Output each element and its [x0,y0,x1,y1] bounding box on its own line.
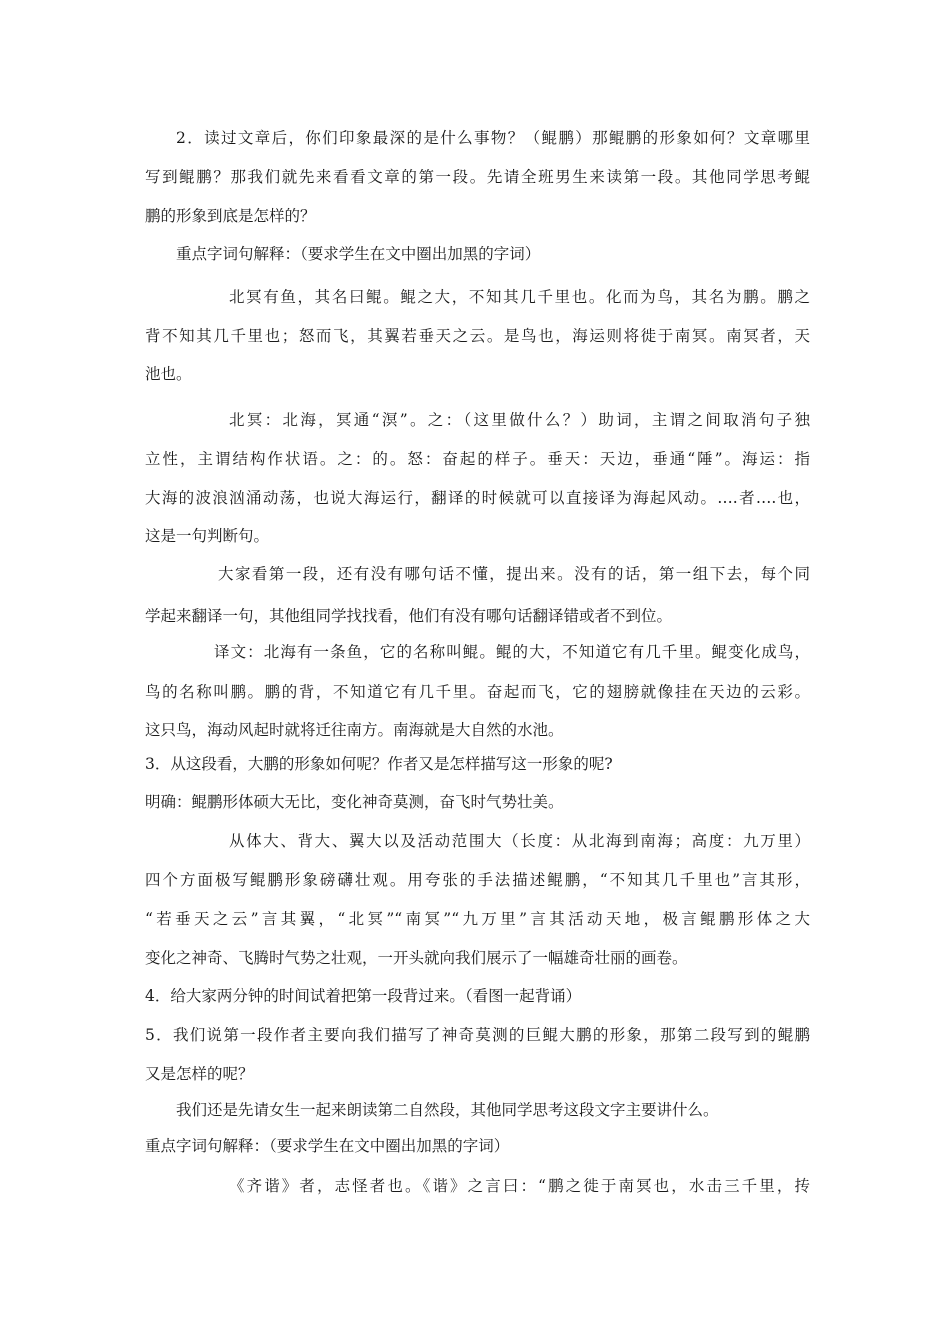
text-line: 背不知其几千里也；怒而飞，其翼若垂天之云。是鸟也，海运则将徙于南冥。南冥者，天 [145,327,810,345]
text-line: 这只鸟，海动风起时就将迁往南方。南海就是大自然的水池。 [145,721,564,739]
text-line: 又是怎样的呢？ [145,1065,254,1083]
text-line: 鹏的形象到底是怎样的？ [145,207,316,225]
text-line: 从体大、背大、翼大以及活动范围大（长度：从北海到南海；高度：九万里） [229,832,810,850]
text-line: 大海的波浪汹涌动荡，也说大海运行，翻译的时候就可以直接译为海起风动。….者….也， [145,489,810,507]
text-line: 立性，主谓结构作状语。之：的。怒：奋起的样子。垂天：天边，垂通“陲”。海运：指 [145,450,810,468]
text-line: 重点字词句解释：（要求学生在文中圈出加黑的字词） [145,1137,510,1155]
text-line: 这是一句判断句。 [145,527,270,545]
text-line: 译文：北海有一条鱼，它的名称叫鲲。鲲的大，不知道它有几千里。鲲变化成鸟， [214,643,810,661]
text-line: 鸟的名称叫鹏。鹏的背，不知道它有几千里。奋起而飞，它的翅膀就像挂在天边的云彩。 [145,683,810,701]
text-line: 大家看第一段，还有没有哪句话不懂，提出来。没有的话，第一组下去，每个同 [218,565,810,583]
text-line: 明确：鲲鹏形体硕大无比，变化神奇莫测，奋飞时气势壮美。 [145,793,564,811]
text-line: 北冥有鱼，其名曰鲲。鲲之大，不知其几千里也。化而为鸟，其名为鹏。鹏之 [229,288,810,306]
text-line: 2．读过文章后，你们印象最深的是什么事物？（鲲鹏）那鲲鹏的形象如何？文章哪里 [176,129,810,147]
text-line: 重点字词句解释：（要求学生在文中圈出加黑的字词） [176,245,541,263]
text-line: 4．给大家两分钟的时间试着把第一段背过来。（看图一起背诵） [145,987,582,1005]
text-line: 变化之神奇、飞腾时气势之壮观，一开头就向我们展示了一幅雄奇壮丽的画卷。 [145,949,688,967]
text-line: 写到鲲鹏？那我们就先来看看文章的第一段。先请全班男生来读第一段。其他同学思考鲲 [145,168,810,186]
text-line: 北冥：北海，冥通“溟”。之：（这里做什么？）助词，主谓之间取消句子独 [229,411,810,429]
text-line: “若垂天之云”言其翼，“北冥”“南冥”“九万里”言其活动天地，极言鲲鹏形体之大 [145,910,810,928]
text-line: 3．从这段看，大鹏的形象如何呢？作者又是怎样描写这一形象的呢? [145,755,613,773]
text-line: 学起来翻译一句，其他组同学找找看，他们有没有哪句话翻译错或者不到位。 [145,607,673,625]
text-line: 《齐谐》者，志怪者也。《谐》之言曰：“鹏之徙于南冥也，水击三千里，抟 [229,1177,810,1195]
text-line: 池也。 [145,365,192,383]
text-line: 我们还是先请女生一起来朗读第二自然段，其他同学思考这段文字主要讲什么。 [176,1101,719,1119]
text-line: 5．我们说第一段作者主要向我们描写了神奇莫测的巨鲲大鹏的形象，那第二段写到的鲲鹏 [145,1026,810,1044]
text-line: 四个方面极写鲲鹏形象磅礴壮观。用夸张的手法描述鲲鹏，“不知其几千里也”言其形， [145,871,810,889]
